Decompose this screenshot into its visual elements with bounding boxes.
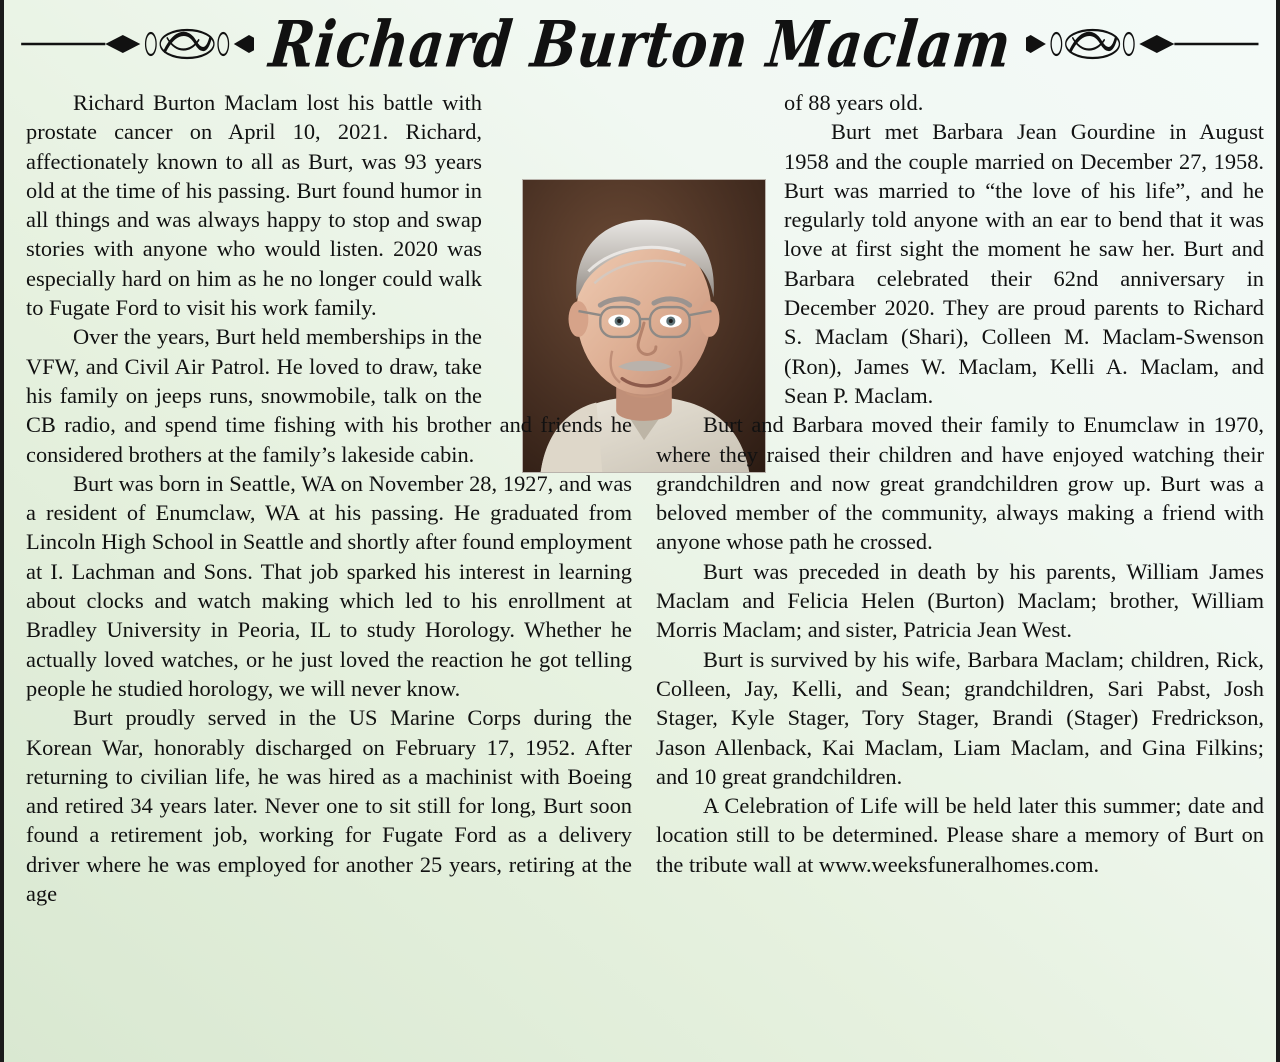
left-text-column [26,88,632,908]
obituary-body [4,88,1276,1062]
left-flourish-ornament-icon [20,22,254,66]
paragraph: Richard Burton Maclam lost his battle with prostate cancer on April 10, 2021. Richard, affectionately known to all as Burt, was 93 years old at the time of his passing. Burt found humor in all things and was always happy to stop and swap stories with anyone who would listen. 2020 was especially hard on him as he no longer could walk to Fugate Ford to visit his work family. [26,90,482,321]
paragraph: Burt met Barbara Jean Gourdine in August 1958 and the couple married on December 27, 1958. Burt was married to “the love of his life”, and he regularly told anyone with an ear to bend that it was love at first sight the moment he saw her. Burt and Barbara celebrated their 62nd anniversary in December 2020. They are proud parents to Richard S. Maclam (Shari), Colleen M. Maclam-Swenson (Ron), James W. Maclam, Kelli A. Maclam, and Sean P. Maclam. [784,119,1264,408]
paragraph: Burt and Barbara moved their family to Enumclaw in 1970, where they raised their children and have enjoyed watching their grandchildren and now great grandchildren grow up. Burt was a beloved member of the community, always making a friend with anyone whose path he crossed. [656,412,1264,555]
page-title: Richard Burton Maclam [265,6,1015,82]
paragraph-continuation: of 88 years old. [784,90,924,115]
right-flourish-ornament-icon [1026,22,1260,66]
page-header [4,0,1276,88]
photo-wrap-spacer-left [482,88,632,388]
paragraph: A Celebration of Life will be held later this summer; date and location still to be determined. Please share a memory of Burt on the tribute wall at www.weeksfuneralhomes.com. [656,793,1264,877]
paragraph: Burt proudly served in the US Marine Corps during the Korean War, honorably discharged on February 17, 1952. After returning to civilian life, he was hired as a machinist with Boeing and retired 34 years later. Never one to sit still for long, Burt soon found a retirement job, working for Fugate Ford as a delivery driver where he was employed for another 25 years, retiring at the age [26,705,632,907]
photo-wrap-spacer-right [656,88,784,388]
paragraph: Over the years, Burt held memberships in the VFW, and Civil Air Patrol. He loved to draw, take his family on jeeps runs, snowmobile, talk on the CB radio, and spend time fishing with his brother and friends he considered brothers at the family’s lakeside cabin. [26,324,632,467]
paragraph: Burt was born in Seattle, WA on November 28, 1927, and was a resident of Enumclaw, WA at his passing. He graduated from Lincoln High School in Seattle and shortly after found employment at I. Lachman and Sons. That job sparked his interest in learning about clocks and watch making which led to his enrollment at Bradley University in Peoria, IL to study Horology. Whether he actually loved watches, or he just loved the reaction he got telling people he studied horology, we will never know. [26,470,632,701]
paragraph: Burt was preceded in death by his parents, William James Maclam and Felicia Helen (Burton) Maclam; brother, William Morris Maclam; and sister, Patricia Jean West. [656,558,1264,643]
right-text-column [656,88,1264,879]
paragraph: Burt is survived by his wife, Barbara Maclam; children, Rick, Colleen, Jay, Kelli, and Sean; grandchildren, Sari Pabst, Josh Stager, Kyle Stager, Tory Stager, Brandi (Stager) Fredrickson, Jason Allenback, Kai Maclam, Liam Maclam, and Gina Filkins; and 10 great grandchildren. [656,646,1264,789]
